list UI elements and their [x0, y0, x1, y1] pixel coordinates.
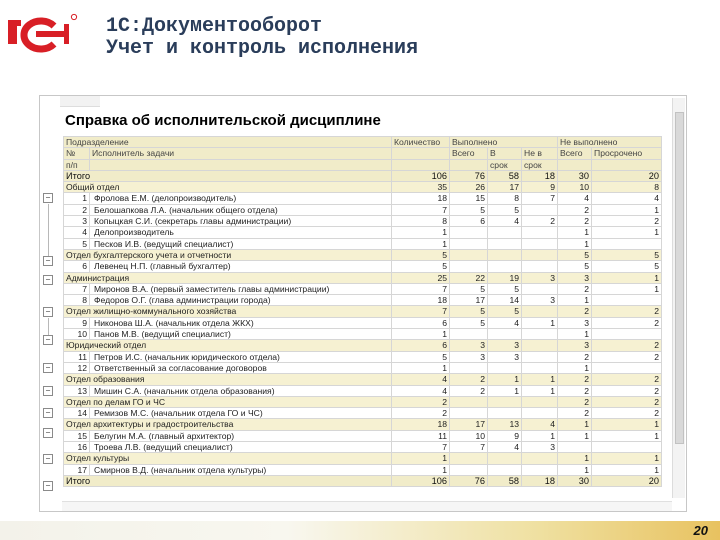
total-row[interactable] [64, 475, 662, 486]
row-overdue: 2 [592, 317, 662, 328]
header-done: Выполнено [450, 137, 558, 148]
total-row[interactable] [64, 170, 662, 181]
title-line-1: 1С:Документооборот [106, 15, 323, 38]
row-done-total [450, 249, 488, 260]
page-number: 20 [693, 523, 708, 538]
row-count: 4 [392, 374, 450, 385]
row-done-total: 7 [450, 442, 488, 453]
header-row [64, 159, 662, 170]
header-term: срок [488, 159, 522, 170]
collapse-group-icon[interactable]: − [43, 335, 53, 345]
row-in-term: 14 [488, 295, 522, 306]
header-num: № [64, 148, 90, 159]
row-overdue: 20 [592, 475, 662, 486]
row-count: 1 [392, 329, 450, 340]
row-nd-total: 3 [558, 340, 592, 351]
row-overdue: 2 [592, 408, 662, 419]
table-row[interactable] [64, 385, 662, 396]
row-nd-total: 1 [558, 295, 592, 306]
row-nd-total: 1 [558, 430, 592, 441]
row-in-term [488, 464, 522, 475]
group-row[interactable] [64, 453, 662, 464]
collapse-group-icon[interactable]: − [43, 275, 53, 285]
row-in-term: 4 [488, 216, 522, 227]
row-not-in-term [522, 351, 558, 362]
row-done-total: 3 [450, 340, 488, 351]
row-not-in-term: 18 [522, 475, 558, 486]
row-nd-total: 30 [558, 170, 592, 181]
row-done-total [450, 408, 488, 419]
row-in-term [488, 249, 522, 260]
header-empty [450, 159, 488, 170]
row-count: 25 [392, 272, 450, 283]
header-empty [558, 159, 592, 170]
row-in-term: 1 [488, 385, 522, 396]
row-name: Мишин С.А. (начальник отдела образования) [90, 385, 392, 396]
row-num: 2 [64, 204, 90, 215]
presentation-title [106, 16, 418, 61]
row-name: Копыцкая С.И. (секретарь главы администрации) [90, 216, 392, 227]
row-nd-total: 10 [558, 182, 592, 193]
row-done-total [450, 464, 488, 475]
row-not-in-term [522, 238, 558, 249]
row-done-total: 76 [450, 475, 488, 486]
table-row[interactable] [64, 261, 662, 272]
row-nd-total: 3 [558, 272, 592, 283]
row-overdue: 1 [592, 283, 662, 294]
table-row[interactable] [64, 227, 662, 238]
row-in-term: 9 [488, 430, 522, 441]
report-title: Справка об исполнительской дисциплине [65, 112, 381, 129]
group-row[interactable] [64, 272, 662, 283]
row-in-term [488, 261, 522, 272]
table-row[interactable] [64, 193, 662, 204]
row-done-total [450, 261, 488, 272]
row-in-term: 58 [488, 475, 522, 486]
row-name: Юридический отдел [64, 340, 392, 351]
row-not-in-term: 1 [522, 430, 558, 441]
row-in-term [488, 453, 522, 464]
collapse-group-icon[interactable]: − [43, 428, 53, 438]
row-in-term: 17 [488, 182, 522, 193]
row-nd-total: 1 [558, 362, 592, 373]
row-count: 7 [392, 283, 450, 294]
header-row [64, 148, 662, 159]
table-row[interactable] [64, 295, 662, 306]
row-not-in-term [522, 227, 558, 238]
row-count: 5 [392, 261, 450, 272]
row-name: Отдел архитектуры и градостроительства [64, 419, 392, 430]
row-name: Панов М.В. (ведущий специалист) [90, 329, 392, 340]
row-done-total [450, 362, 488, 373]
row-nd-total: 1 [558, 329, 592, 340]
row-not-in-term: 9 [522, 182, 558, 193]
row-in-term: 5 [488, 283, 522, 294]
row-num: 3 [64, 216, 90, 227]
row-done-total: 2 [450, 385, 488, 396]
row-name: Итого [64, 170, 392, 181]
row-done-total: 17 [450, 419, 488, 430]
row-in-term: 3 [488, 340, 522, 351]
row-not-in-term: 2 [522, 216, 558, 227]
row-not-in-term: 7 [522, 193, 558, 204]
row-overdue: 1 [592, 430, 662, 441]
row-in-term [488, 362, 522, 373]
row-count: 1 [392, 362, 450, 373]
row-done-total: 26 [450, 182, 488, 193]
row-overdue: 4 [592, 193, 662, 204]
row-name: Левенец Н.П. (главный бухгалтер) [90, 261, 392, 272]
row-count: 5 [392, 351, 450, 362]
header-row [64, 137, 662, 148]
row-overdue: 2 [592, 340, 662, 351]
row-nd-total: 1 [558, 227, 592, 238]
row-in-term: 19 [488, 272, 522, 283]
row-done-total: 3 [450, 351, 488, 362]
row-num: 7 [64, 283, 90, 294]
row-count: 1 [392, 464, 450, 475]
row-name: Итого [64, 475, 392, 486]
header-empty [392, 148, 450, 159]
row-overdue: 5 [592, 261, 662, 272]
row-nd-total: 2 [558, 204, 592, 215]
row-overdue: 2 [592, 396, 662, 407]
row-not-in-term [522, 204, 558, 215]
group-row[interactable] [64, 340, 662, 351]
row-nd-total: 2 [558, 216, 592, 227]
row-done-total: 6 [450, 216, 488, 227]
header-count: Количество [392, 137, 450, 148]
report-body [64, 170, 662, 486]
row-in-term: 1 [488, 374, 522, 385]
header-nd-total: Всего [558, 148, 592, 159]
row-not-in-term: 4 [522, 419, 558, 430]
collapse-group-icon[interactable]: − [43, 307, 53, 317]
vertical-scrollbar[interactable] [672, 98, 685, 498]
row-count: 18 [392, 295, 450, 306]
row-name: Фролова Е.М. (делопроизводитель) [90, 193, 392, 204]
row-name: Ремизов М.С. (начальник отдела ГО и ЧС) [90, 408, 392, 419]
row-num: 14 [64, 408, 90, 419]
row-name: Ответственный за согласование договоров [90, 362, 392, 373]
row-count: 7 [392, 204, 450, 215]
row-done-total: 5 [450, 204, 488, 215]
row-in-term [488, 396, 522, 407]
row-not-in-term: 1 [522, 385, 558, 396]
row-num: 10 [64, 329, 90, 340]
row-nd-total: 30 [558, 475, 592, 486]
row-overdue: 1 [592, 272, 662, 283]
row-done-total: 2 [450, 374, 488, 385]
row-done-total [450, 453, 488, 464]
row-in-term [488, 329, 522, 340]
row-not-in-term [522, 340, 558, 351]
row-count: 8 [392, 216, 450, 227]
row-nd-total: 5 [558, 249, 592, 260]
table-row[interactable] [64, 408, 662, 419]
row-not-in-term [522, 261, 558, 272]
row-not-in-term [522, 249, 558, 260]
discipline-report-table [63, 136, 662, 487]
scrollbar-thumb[interactable] [675, 112, 684, 444]
row-name: Смирнов В.Д. (начальник отдела культуры) [90, 464, 392, 475]
row-overdue: 2 [592, 216, 662, 227]
table-row[interactable] [64, 329, 662, 340]
table-row[interactable] [64, 362, 662, 373]
row-done-total [450, 329, 488, 340]
group-row[interactable] [64, 396, 662, 407]
row-overdue [592, 295, 662, 306]
outline-line [48, 318, 49, 335]
group-row[interactable] [64, 374, 662, 385]
row-name: Администрация [64, 272, 392, 283]
header-num2: п/п [64, 159, 90, 170]
row-name: Белугин М.А. (главный архитектор) [90, 430, 392, 441]
collapse-group-icon[interactable]: − [43, 454, 53, 464]
row-in-term: 58 [488, 170, 522, 181]
row-not-in-term [522, 283, 558, 294]
row-in-term: 3 [488, 351, 522, 362]
row-done-total [450, 238, 488, 249]
row-num: 5 [64, 238, 90, 249]
row-name: Белошапкова Л.А. (начальник общего отдела) [90, 204, 392, 215]
row-count: 2 [392, 396, 450, 407]
row-nd-total: 4 [558, 193, 592, 204]
row-in-term [488, 227, 522, 238]
row-overdue: 1 [592, 204, 662, 215]
row-nd-total: 5 [558, 261, 592, 272]
group-row[interactable] [64, 249, 662, 260]
row-nd-total: 2 [558, 351, 592, 362]
row-overdue: 20 [592, 170, 662, 181]
table-row[interactable] [64, 464, 662, 475]
row-num: 12 [64, 362, 90, 373]
table-row[interactable] [64, 216, 662, 227]
collapse-group-icon[interactable]: − [43, 481, 53, 491]
row-in-term: 4 [488, 317, 522, 328]
row-count: 7 [392, 442, 450, 453]
row-not-in-term [522, 329, 558, 340]
slide-footer-bar [0, 521, 720, 540]
collapse-group-icon[interactable]: − [43, 193, 53, 203]
row-not-in-term [522, 464, 558, 475]
row-num: 15 [64, 430, 90, 441]
row-not-in-term [522, 453, 558, 464]
row-not-in-term: 3 [522, 272, 558, 283]
header-executor: Исполнитель задачи [90, 148, 392, 159]
row-num: 9 [64, 317, 90, 328]
row-name: Миронов В.А. (первый заместитель главы администрации) [90, 283, 392, 294]
row-overdue: 1 [592, 453, 662, 464]
collapse-group-icon[interactable]: − [43, 408, 53, 418]
row-overdue: 1 [592, 419, 662, 430]
row-nd-total: 1 [558, 238, 592, 249]
row-overdue: 1 [592, 464, 662, 475]
row-done-total: 5 [450, 317, 488, 328]
header-empty [592, 159, 662, 170]
row-name: Троева Л.В. (ведущий специалист) [90, 442, 392, 453]
row-count: 18 [392, 419, 450, 430]
row-count: 11 [392, 430, 450, 441]
row-in-term: 13 [488, 419, 522, 430]
row-num: 8 [64, 295, 90, 306]
row-count: 6 [392, 340, 450, 351]
report-window [39, 95, 687, 512]
row-overdue [592, 442, 662, 453]
row-num: 11 [64, 351, 90, 362]
table-row[interactable] [64, 283, 662, 294]
header-overdue: Просрочено [592, 148, 662, 159]
group-row[interactable] [64, 182, 662, 193]
row-done-total: 76 [450, 170, 488, 181]
row-num: 6 [64, 261, 90, 272]
row-nd-total: 2 [558, 385, 592, 396]
row-name: Отдел по делам ГО и ЧС [64, 396, 392, 407]
row-not-in-term [522, 408, 558, 419]
row-done-total: 22 [450, 272, 488, 283]
collapse-group-icon[interactable]: − [43, 363, 53, 373]
row-done-total: 5 [450, 306, 488, 317]
row-done-total: 10 [450, 430, 488, 441]
row-not-in-term: 18 [522, 170, 558, 181]
row-count: 106 [392, 475, 450, 486]
row-overdue [592, 238, 662, 249]
group-outline-gutter [40, 136, 60, 506]
row-count: 5 [392, 249, 450, 260]
row-count: 4 [392, 385, 450, 396]
row-nd-total: 2 [558, 374, 592, 385]
row-overdue: 2 [592, 351, 662, 362]
row-in-term: 4 [488, 442, 522, 453]
row-count: 18 [392, 193, 450, 204]
row-count: 6 [392, 317, 450, 328]
row-count: 1 [392, 238, 450, 249]
table-row[interactable] [64, 430, 662, 441]
row-nd-total: 2 [558, 408, 592, 419]
row-in-term: 8 [488, 193, 522, 204]
row-num: 13 [64, 385, 90, 396]
row-count: 35 [392, 182, 450, 193]
row-in-term [488, 408, 522, 419]
row-name: Отдел жилищно-коммунального хозяйства [64, 306, 392, 317]
table-row[interactable] [64, 238, 662, 249]
row-not-in-term [522, 306, 558, 317]
table-row[interactable] [64, 317, 662, 328]
1c-logo [8, 10, 84, 54]
table-row[interactable] [64, 442, 662, 453]
header-empty [392, 159, 450, 170]
header-in-term: В [488, 148, 522, 159]
row-count: 1 [392, 453, 450, 464]
row-name: Петров И.С. (начальник юридического отдела) [90, 351, 392, 362]
row-in-term [488, 238, 522, 249]
row-count: 1 [392, 227, 450, 238]
row-overdue: 2 [592, 306, 662, 317]
row-done-total: 15 [450, 193, 488, 204]
row-name: Никонова Ш.А. (начальник отдела ЖКХ) [90, 317, 392, 328]
header-done-total: Всего [450, 148, 488, 159]
table-row[interactable] [64, 351, 662, 362]
row-overdue [592, 362, 662, 373]
row-overdue [592, 329, 662, 340]
row-nd-total: 3 [558, 317, 592, 328]
header-term2: срок [522, 159, 558, 170]
header-not-done: Не выполнено [558, 137, 662, 148]
group-row[interactable] [64, 306, 662, 317]
collapse-group-icon[interactable]: − [43, 256, 53, 266]
row-nd-total: 2 [558, 396, 592, 407]
row-in-term: 5 [488, 306, 522, 317]
row-name: Федоров О.Г. (глава администрации города) [90, 295, 392, 306]
row-count: 7 [392, 306, 450, 317]
row-not-in-term: 1 [522, 317, 558, 328]
row-done-total: 17 [450, 295, 488, 306]
report-tab-strip [60, 96, 100, 107]
row-overdue: 8 [592, 182, 662, 193]
row-overdue: 1 [592, 227, 662, 238]
row-nd-total: 2 [558, 283, 592, 294]
row-overdue: 5 [592, 249, 662, 260]
header-empty [90, 159, 392, 170]
row-nd-total: 1 [558, 453, 592, 464]
outline-line [48, 204, 49, 256]
row-num: 17 [64, 464, 90, 475]
row-overdue: 2 [592, 374, 662, 385]
horizontal-scrollbar[interactable] [62, 501, 672, 511]
table-row[interactable] [64, 204, 662, 215]
header-subdivision: Подразделение [64, 137, 392, 148]
row-overdue: 2 [592, 385, 662, 396]
row-in-term: 5 [488, 204, 522, 215]
row-not-in-term [522, 396, 558, 407]
row-not-in-term: 3 [522, 442, 558, 453]
row-nd-total: 2 [558, 306, 592, 317]
collapse-group-icon[interactable]: − [43, 386, 53, 396]
title-line-2: Учет и контроль исполнения [106, 37, 419, 61]
row-done-total [450, 396, 488, 407]
row-num: 16 [64, 442, 90, 453]
row-name: Отдел образования [64, 374, 392, 385]
row-not-in-term: 3 [522, 295, 558, 306]
row-num: 4 [64, 227, 90, 238]
group-row[interactable] [64, 419, 662, 430]
row-done-total: 5 [450, 283, 488, 294]
row-nd-total: 1 [558, 464, 592, 475]
row-num: 1 [64, 193, 90, 204]
row-nd-total: 1 [558, 419, 592, 430]
row-name: Отдел культуры [64, 453, 392, 464]
row-not-in-term: 1 [522, 374, 558, 385]
row-done-total [450, 227, 488, 238]
row-count: 2 [392, 408, 450, 419]
row-count: 106 [392, 170, 450, 181]
row-not-in-term [522, 362, 558, 373]
row-name: Делопроизводитель [90, 227, 392, 238]
row-name: Отдел бухгалтерского учета и отчетности [64, 249, 392, 260]
header-not-in-term: Не в [522, 148, 558, 159]
row-name: Общий отдел [64, 182, 392, 193]
row-nd-total [558, 442, 592, 453]
row-name: Песков И.В. (ведущий специалист) [90, 238, 392, 249]
